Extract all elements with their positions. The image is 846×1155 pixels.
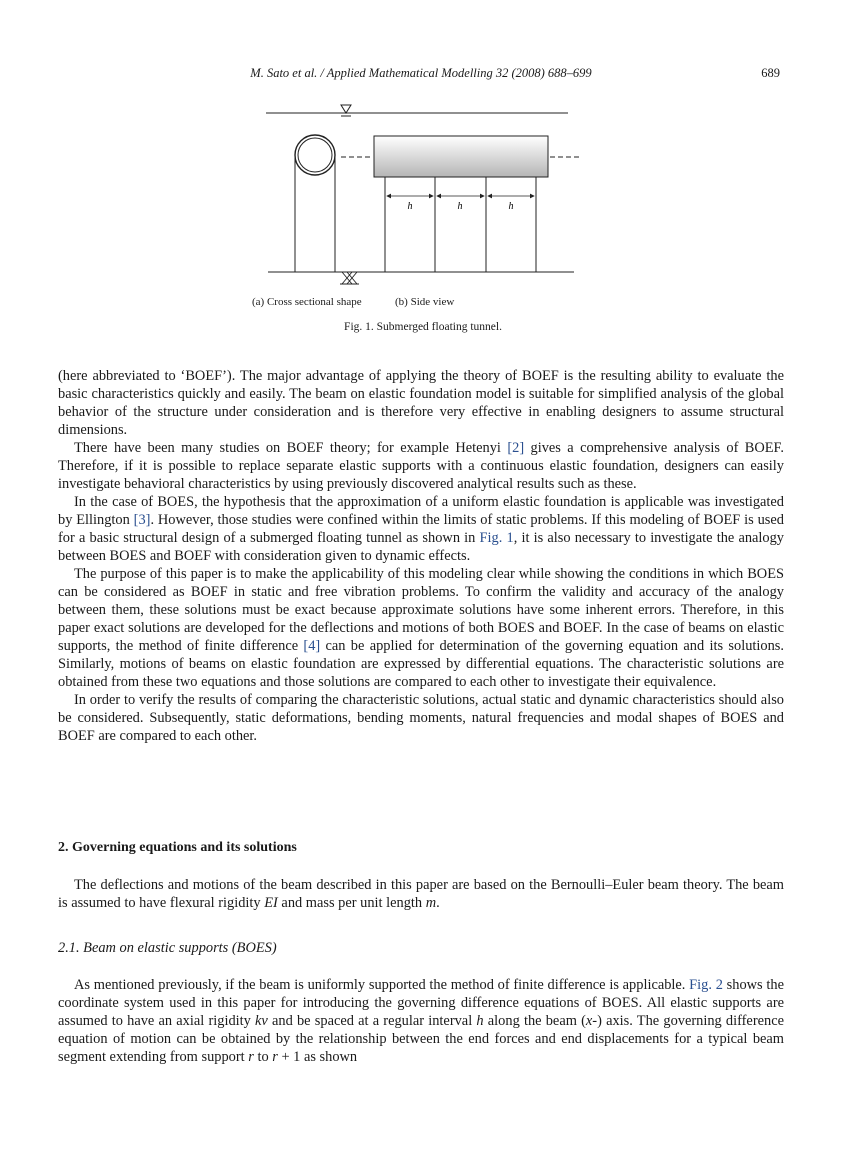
reference-link[interactable]: [2] bbox=[507, 440, 525, 456]
section-heading: 2. Governing equations and its solutions bbox=[58, 840, 297, 855]
figure-link[interactable]: Fig. 1 bbox=[479, 530, 514, 546]
dimension-label: h bbox=[457, 201, 463, 212]
subcaption-b: (b) Side view bbox=[395, 296, 455, 308]
section-2-1-text bbox=[58, 976, 784, 1066]
page-number: 689 bbox=[761, 66, 780, 80]
paragraph: As mentioned previously, if the beam is uniformly supported the method of finite difference is applicable. Fig. 2 shows the coordinate system used in this paper for introducing the governing difference equations of BOES. All elastic supports are assumed to have an axial rigidity kv and be spaced at a regular interval h along the beam (x-) axis. The governing difference equation of motion can be obtained by the relationship between the end forces and end displacements for a typical beam segment extending from support r to r + 1 as shown bbox=[58, 977, 784, 1065]
tunnel-side-view bbox=[374, 136, 548, 177]
paragraph: The deflections and motions of the beam described in this paper are based on the Bernoulli–Euler beam theory. The beam is assumed to have flexural rigidity EI and mass per unit length m. bbox=[58, 877, 784, 911]
paragraph: In the case of BOES, the hypothesis that the approximation of a uniform elastic foundation is applicable was investigated by Ellington [3]. However, those studies were confined within the limits of static problems. If this modeling of BOEF is used for a basic structural design of a submerged floating tunnel as shown in Fig. 1, it is also necessary to investigate the analogy between BOES and BOEF with consideration given to dynamic effects. bbox=[58, 494, 784, 564]
figure-link[interactable]: Fig. 2 bbox=[689, 977, 723, 993]
body-text bbox=[58, 367, 784, 745]
figure-caption: Fig. 1. Submerged floating tunnel. bbox=[344, 321, 502, 333]
reference-link[interactable]: [4] bbox=[303, 638, 321, 654]
journal-citation: M. Sato et al. / Applied Mathematical Modelling 32 (2008) 688–699 bbox=[250, 66, 592, 80]
section-2-text bbox=[58, 876, 784, 912]
subsection-heading: 2.1. Beam on elastic supports (BOES) bbox=[58, 940, 277, 956]
running-header bbox=[58, 66, 784, 86]
figure-submerged-floating-tunnel bbox=[0, 96, 846, 296]
dimension-label: h bbox=[407, 201, 413, 212]
tunnel-cross-section bbox=[295, 135, 335, 175]
subcaption-a: (a) Cross sectional shape bbox=[252, 296, 362, 308]
paragraph: (here abbreviated to ‘BOEF’). The major advantage of applying the theory of BOEF is the resulting ability to evaluate the basic characteristics quickly and easily. The beam on elastic foundation model is suitable for simplified analysis of the global behavior of the structure under consideration and is therefore very effective in enabling designers to assume structural dimensions. bbox=[58, 368, 784, 438]
dimension-label: h bbox=[508, 201, 514, 212]
water-level-icon bbox=[341, 105, 351, 116]
paragraph: There have been many studies on BOEF theory; for example Hetenyi [2] gives a comprehensive analysis of BOEF. Therefore, if it is possible to replace separate elastic supports with a continuous elastic foundation, designers can easily investigate behavioral characteristics by using previously discovered analytical results such as these. bbox=[58, 440, 785, 492]
paragraph: In order to verify the results of comparing the characteristic solutions, actual static and dynamic characteristics should also be considered. Subsequently, static deformations, bending moments, natural frequencies and modal shapes of BOES and BOEF are compared to each other. bbox=[58, 692, 784, 744]
ground-support-icon bbox=[340, 272, 359, 284]
paragraph: The purpose of this paper is to make the applicability of this modeling clear while showing the conditions in which BOES can be considered as BOEF in static and free vibration problems. To confirm the validity and accuracy of the analogy between them, these solutions must be exact because approximate solutions have some inherent errors. Therefore, in this paper exact solutions are developed for the deflections and motions of both BOES and BOEF. In the case of beams on elastic supports, the method of finite difference [4] can be applied for determination of the governing equation and its solutions. Similarly, motions of beams on elastic foundation are expressed by differential equations. The characteristic solutions are obtained from these two equations and those solutions are compared to each other to investigate their equivalence. bbox=[58, 566, 784, 690]
reference-link[interactable]: [3] bbox=[133, 512, 151, 528]
